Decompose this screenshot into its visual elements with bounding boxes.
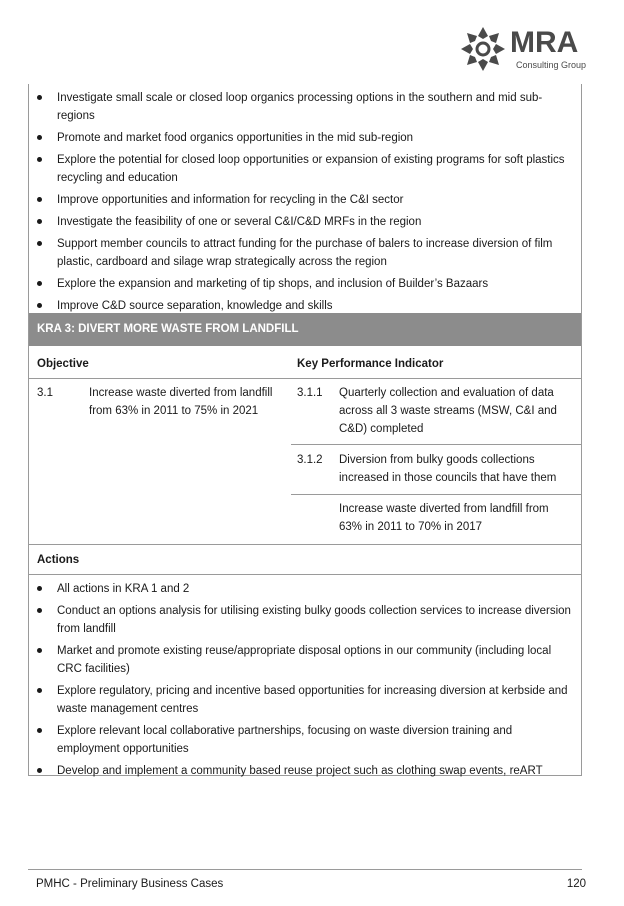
mra-logo: [458, 24, 598, 74]
top-bullet-list: [29, 89, 581, 319]
objective-header: Objective: [37, 358, 89, 370]
divider: [29, 378, 581, 379]
footer-title: PMHC - Preliminary Business Cases: [36, 878, 224, 890]
list-item: Market and promote existing reuse/appropriate disposal options in our community (including local CRC facilities): [29, 642, 581, 678]
kpi-text: Diversion from bulky goods collections increased in those councils that have them: [339, 454, 557, 484]
list-item: Improve C&D source separation, knowledge and skills: [29, 297, 581, 315]
list-item: Investigate small scale or closed loop organics processing options in the southern and mid sub-regions: [29, 89, 581, 125]
kpi-text: Increase waste diverted from landfill from 63% in 2011 to 70% in 2017: [339, 503, 549, 533]
kpi-number: 3.1.2: [297, 454, 323, 466]
kpi-number: 3.1.1: [297, 387, 323, 399]
actions-header: Actions: [37, 554, 80, 566]
list-item: Improve opportunities and information for recycling in the C&I sector: [29, 191, 581, 209]
logo-mark-icon: [458, 24, 508, 74]
logo-name: MRA: [510, 26, 579, 59]
kpi-text: Quarterly collection and evaluation of data across all 3 waste streams (MSW, C&I and C&D) completed: [339, 387, 557, 435]
list-item: All actions in KRA 1 and 2: [29, 580, 581, 598]
kra-section-header: KRA 3: DIVERT MORE WASTE FROM LANDFILL: [29, 313, 581, 346]
divider: [29, 574, 581, 575]
kpi-header: Key Performance Indicator: [297, 358, 444, 370]
list-item: Explore the expansion and marketing of tip shops, and inclusion of Builder’s Bazaars: [29, 275, 581, 293]
footer-divider: [28, 869, 582, 870]
page-number: 120: [566, 878, 586, 890]
list-item: Promote and market food organics opportunities in the mid sub-region: [29, 129, 581, 147]
list-item: Explore regulatory, pricing and incentive based opportunities for increasing diversion at kerbside and waste management centres: [29, 682, 581, 718]
divider: [29, 544, 581, 545]
list-item: Investigate the feasibility of one or several C&I/C&D MRFs in the region: [29, 213, 581, 231]
list-item: Explore the potential for closed loop opportunities or expansion of existing programs for soft plastics recycling and education: [29, 151, 581, 187]
kra-table: [28, 84, 582, 776]
objective-number: 3.1: [37, 387, 53, 399]
list-item: Conduct an options analysis for utilising existing bulky goods collection services to increase diversion from landfill: [29, 602, 581, 638]
objective-text: Increase waste diverted from landfill from 63% in 2011 to 75% in 2021: [89, 387, 273, 417]
list-item: Explore relevant local collaborative partnerships, focusing on waste diversion training and employment opportunities: [29, 722, 581, 758]
divider: [291, 444, 581, 445]
list-item: Support member councils to attract funding for the purchase of balers to increase diversion of film plastic, cardboard and silage wrap strategically across the region: [29, 235, 581, 271]
divider: [291, 494, 581, 495]
actions-list: [29, 580, 581, 784]
list-item: Develop and implement a community based reuse project such as clothing swap events, reART: [29, 762, 581, 780]
logo-subtitle: Consulting Group: [516, 60, 587, 70]
